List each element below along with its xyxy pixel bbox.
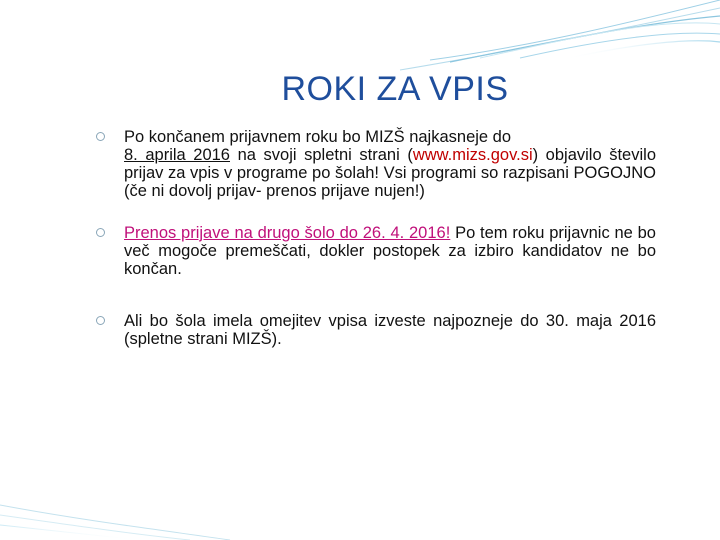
bullet1-date: 8. aprila 2016 [124, 146, 230, 164]
slide-title: ROKI ZA VPIS [281, 70, 509, 108]
bullet-item-2 [96, 224, 656, 278]
bullet1-text-b: na svoji spletni strani ( [230, 146, 413, 164]
bullet-circle-icon [96, 316, 105, 325]
bullet2-text: Po tem roku prijavnic ne bo več mogoče premeščati, dokler postopek za izbiro kandidatov ne bo končan. [124, 224, 656, 278]
bullet1-text-c: ) objavilo število prijav za vpis v programe po šolah! Vsi programi so razpisani POGOJNO (če ni dovolj prijav- prenos prijave nujen!) [124, 146, 656, 200]
bullet3-text: Ali bo šola imela omejitev vpisa izveste najpozneje do 30. maja 2016 (spletne strani MIZŠ). [124, 312, 656, 348]
bullet2-highlight: Prenos prijave na drugo šolo do 26. 4. 2016! [124, 224, 451, 242]
bullet-item-3 [96, 312, 656, 348]
bullet-circle-icon [96, 132, 105, 141]
bullet1-text-a: Po končanem prijavnem roku bo MIZŠ najkasneje do [124, 128, 512, 146]
bullet-item-1 [96, 128, 656, 200]
bullet1-url-link[interactable]: www.mizs.gov.si [412, 146, 533, 164]
bullet-list [96, 128, 656, 348]
bullet-circle-icon [96, 228, 105, 237]
